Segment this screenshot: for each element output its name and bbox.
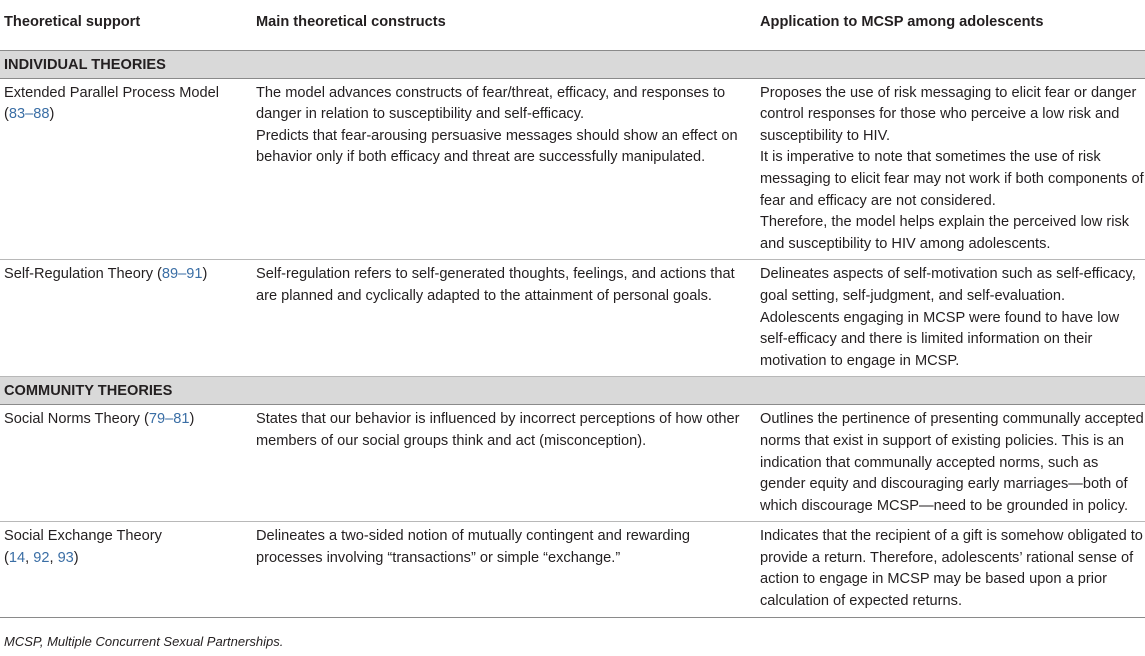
theories-table bbox=[0, 2, 1145, 618]
application-cell bbox=[756, 78, 1145, 260]
constructs-text: Delineates a two-sided notion of mutually contingent and rewarding processes involving “transactions” or simple “exchange.” bbox=[252, 522, 756, 617]
constructs-text: Predicts that fear-arousing persuasive messages should show an effect on behavior only if both efficacy and threat are successfully manipulated. bbox=[256, 127, 738, 166]
section-label-individual: INDIVIDUAL THEORIES bbox=[0, 50, 1145, 78]
header-application: Application to MCSP among adolescents bbox=[756, 2, 1145, 50]
reference-link[interactable]: 93 bbox=[57, 549, 74, 566]
constructs-text: States that our behavior is influenced by incorrect perceptions of how other members of our social groups think and act (misconception). bbox=[252, 405, 756, 522]
section-row-community bbox=[0, 377, 1145, 405]
table-footnote: MCSP, Multiple Concurrent Sexual Partnerships. bbox=[4, 634, 284, 649]
constructs-cell bbox=[252, 78, 756, 260]
application-text: Outlines the pertinence of presenting communally accepted norms that exist in support of existing policies. This is an indication that communally accepted norms, such as gender equity and discouraging early marriages—both of which discourage MCSP—need to be grounded in policy. bbox=[756, 405, 1145, 522]
theory-name: Extended Parallel Process Model bbox=[4, 84, 219, 101]
reference-link[interactable]: 14 bbox=[8, 549, 26, 566]
reference-link[interactable]: 89–91 bbox=[161, 266, 203, 283]
application-text: Therefore, the model helps explain the perceived low risk and susceptibility to HIV among adolescents. bbox=[760, 214, 1130, 252]
table-row bbox=[0, 522, 1145, 617]
section-label-community: COMMUNITY THEORIES bbox=[0, 377, 1145, 405]
constructs-text: The model advances constructs of fear/threat, efficacy, and responses to danger in relation to susceptibility and self-efficacy. bbox=[256, 84, 726, 123]
section-row-individual bbox=[0, 50, 1145, 78]
theory-name: Self-Regulation Theory bbox=[4, 266, 153, 283]
reference-link[interactable]: 83–88 bbox=[8, 106, 50, 123]
theory-cell: Self-Regulation Theory (89–91) bbox=[0, 260, 252, 377]
header-main-constructs: Main theoretical constructs bbox=[252, 2, 756, 50]
reference-link[interactable]: 79–81 bbox=[148, 411, 190, 428]
header-theoretical-support: Theoretical support bbox=[0, 2, 252, 50]
header-row bbox=[0, 2, 1145, 50]
table-row bbox=[0, 260, 1145, 377]
theory-cell: Social Norms Theory (79–81) bbox=[0, 405, 252, 522]
constructs-text: Self-regulation refers to self-generated thoughts, feelings, and actions that are planned and cyclically adapted to the attainment of personal goals. bbox=[252, 260, 756, 377]
theory-name: Social Norms Theory bbox=[4, 411, 140, 428]
theory-name: Social Exchange Theory bbox=[4, 528, 162, 545]
theory-cell: Extended Parallel Process Model (83–88) bbox=[0, 78, 252, 260]
application-text: Delineates aspects of self-motivation such as self-efficacy, goal setting, self-judgment, and self-evaluation. Adolescents engaging in MCSP were found to have low self-efficacy and there is limited information on their motivation to engage in MCSP. bbox=[756, 260, 1145, 377]
application-text: It is imperative to note that sometimes the use of risk messaging to elicit fear may not work if both components of fear and efficacy are not considered. bbox=[760, 149, 1144, 209]
application-text: Indicates that the recipient of a gift is somehow obligated to provide a return. Therefore, adolescents’ rational sense of action to engage in MCSP may be based upon a prior calculation of expected returns. bbox=[756, 522, 1145, 617]
table-row bbox=[0, 78, 1145, 260]
reference-link[interactable]: 92 bbox=[33, 549, 50, 566]
theory-cell: Social Exchange Theory (14, 92, 93) bbox=[0, 522, 252, 617]
table-row bbox=[0, 405, 1145, 522]
application-text: Proposes the use of risk messaging to elicit fear or danger control responses for those who perceive a low risk and susceptibility to HIV. bbox=[760, 84, 1137, 144]
